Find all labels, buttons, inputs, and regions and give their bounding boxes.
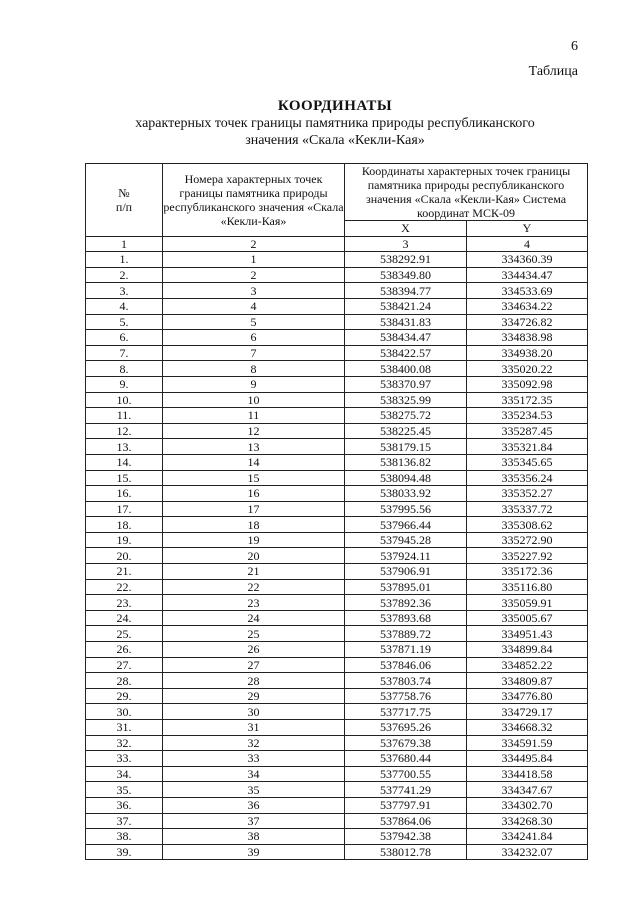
x-coordinate-cell: 538421.24 — [345, 298, 467, 314]
x-coordinate-cell: 538275.72 — [345, 408, 467, 424]
x-coordinate-cell: 537846.06 — [345, 657, 467, 673]
point-number-cell: 22 — [163, 579, 345, 595]
point-number-cell: 1 — [163, 252, 345, 268]
point-number-cell: 31 — [163, 720, 345, 736]
x-coordinate-cell: 537695.26 — [345, 720, 467, 736]
row-index-cell: 21. — [86, 564, 163, 580]
row-index-cell: 25. — [86, 626, 163, 642]
column-numbers-row — [86, 236, 588, 252]
y-coordinate-cell: 335172.35 — [467, 392, 588, 408]
table-row — [86, 501, 588, 517]
row-index-cell: 5. — [86, 314, 163, 330]
table-row — [86, 766, 588, 782]
table-row — [86, 626, 588, 642]
y-coordinate-cell: 335337.72 — [467, 501, 588, 517]
point-number-cell: 33 — [163, 751, 345, 767]
y-coordinate-cell: 335345.65 — [467, 454, 588, 470]
point-number-cell: 36 — [163, 797, 345, 813]
table-row — [86, 704, 588, 720]
point-number-cell: 6 — [163, 330, 345, 346]
x-coordinate-cell: 538179.15 — [345, 439, 467, 455]
row-index-cell: 35. — [86, 782, 163, 798]
row-index-cell: 30. — [86, 704, 163, 720]
x-coordinate-cell: 538400.08 — [345, 361, 467, 377]
row-index-cell: 20. — [86, 548, 163, 564]
table-row — [86, 439, 588, 455]
x-coordinate-cell: 537906.91 — [345, 564, 467, 580]
row-index-cell: 22. — [86, 579, 163, 595]
table-row — [86, 673, 588, 689]
x-coordinate-cell: 537797.91 — [345, 797, 467, 813]
y-coordinate-cell: 335356.24 — [467, 470, 588, 486]
row-index-cell: 7. — [86, 345, 163, 361]
y-coordinate-cell: 335227.92 — [467, 548, 588, 564]
point-number-cell: 37 — [163, 813, 345, 829]
table-row — [86, 579, 588, 595]
x-coordinate-cell: 537995.56 — [345, 501, 467, 517]
table-body — [86, 252, 588, 860]
point-number-cell: 35 — [163, 782, 345, 798]
table-row — [86, 564, 588, 580]
y-coordinate-cell: 334809.87 — [467, 673, 588, 689]
table-row — [86, 829, 588, 845]
row-index-cell: 37. — [86, 813, 163, 829]
x-coordinate-cell: 537871.19 — [345, 642, 467, 658]
table-row — [86, 657, 588, 673]
y-coordinate-cell: 334268.30 — [467, 813, 588, 829]
point-number-cell: 32 — [163, 735, 345, 751]
y-coordinate-cell: 334418.58 — [467, 766, 588, 782]
y-coordinate-cell: 334495.84 — [467, 751, 588, 767]
point-number-cell: 27 — [163, 657, 345, 673]
table-row — [86, 797, 588, 813]
y-coordinate-cell: 334899.84 — [467, 642, 588, 658]
table-row — [86, 751, 588, 767]
point-number-cell: 17 — [163, 501, 345, 517]
table-row — [86, 782, 588, 798]
table-row — [86, 330, 588, 346]
point-number-cell: 34 — [163, 766, 345, 782]
row-index-cell: 19. — [86, 532, 163, 548]
table-row — [86, 252, 588, 268]
x-coordinate-cell: 538370.97 — [345, 376, 467, 392]
document-subtitle-line2: значения «Скала «Кекли-Кая» — [245, 133, 425, 148]
x-coordinate-cell: 537679.38 — [345, 735, 467, 751]
y-coordinate-cell: 334302.70 — [467, 797, 588, 813]
x-coordinate-cell: 538033.92 — [345, 486, 467, 502]
y-coordinate-cell: 335308.62 — [467, 517, 588, 533]
point-number-cell: 23 — [163, 595, 345, 611]
row-index-cell: 8. — [86, 361, 163, 377]
row-index-cell: 38. — [86, 829, 163, 845]
x-coordinate-cell: 538434.47 — [345, 330, 467, 346]
point-number-cell: 18 — [163, 517, 345, 533]
row-index-cell: 3. — [86, 283, 163, 299]
x-coordinate-cell: 537864.06 — [345, 813, 467, 829]
x-coordinate-cell: 537700.55 — [345, 766, 467, 782]
table-row — [86, 844, 588, 860]
row-index-cell: 14. — [86, 454, 163, 470]
page-number: 6 — [571, 39, 578, 54]
x-coordinate-cell: 538325.99 — [345, 392, 467, 408]
y-coordinate-cell: 335234.53 — [467, 408, 588, 424]
x-coordinate-cell: 538136.82 — [345, 454, 467, 470]
row-index-cell: 24. — [86, 610, 163, 626]
table-row — [86, 361, 588, 377]
x-coordinate-cell: 537945.28 — [345, 532, 467, 548]
row-index-cell: 10. — [86, 392, 163, 408]
document-subtitle-line1: характерных точек границы памятника природы республиканского — [135, 116, 535, 131]
table-row — [86, 532, 588, 548]
x-coordinate-cell: 537889.72 — [345, 626, 467, 642]
table-row — [86, 283, 588, 299]
row-index-cell: 29. — [86, 688, 163, 704]
table-row — [86, 517, 588, 533]
y-coordinate-cell: 334729.17 — [467, 704, 588, 720]
y-coordinate-cell: 334360.39 — [467, 252, 588, 268]
row-index-cell: 4. — [86, 298, 163, 314]
header-coordinates: Координаты характерных точек границы памятника природы республиканского значения «Скала «Кекли-Кая» Система координат МСК-09 — [345, 164, 588, 221]
column-number: 4 — [467, 236, 588, 252]
header-y: Y — [467, 221, 588, 237]
row-index-cell: 16. — [86, 486, 163, 502]
y-coordinate-cell: 334232.07 — [467, 844, 588, 860]
row-index-cell: 1. — [86, 252, 163, 268]
row-index-cell: 6. — [86, 330, 163, 346]
table-row — [86, 454, 588, 470]
point-number-cell: 39 — [163, 844, 345, 860]
y-coordinate-cell: 335059.91 — [467, 595, 588, 611]
table-row — [86, 642, 588, 658]
point-number-cell: 16 — [163, 486, 345, 502]
table-row — [86, 548, 588, 564]
y-coordinate-cell: 334838.98 — [467, 330, 588, 346]
point-number-cell: 25 — [163, 626, 345, 642]
x-coordinate-cell: 537741.29 — [345, 782, 467, 798]
row-index-cell: 34. — [86, 766, 163, 782]
y-coordinate-cell: 334347.67 — [467, 782, 588, 798]
y-coordinate-cell: 334951.43 — [467, 626, 588, 642]
y-coordinate-cell: 335272.90 — [467, 532, 588, 548]
y-coordinate-cell: 334533.69 — [467, 283, 588, 299]
table-row — [86, 470, 588, 486]
column-number: 1 — [86, 236, 163, 252]
point-number-cell: 28 — [163, 673, 345, 689]
table-row — [86, 735, 588, 751]
table-row — [86, 408, 588, 424]
x-coordinate-cell: 538349.80 — [345, 267, 467, 283]
x-coordinate-cell: 538431.83 — [345, 314, 467, 330]
row-index-cell: 23. — [86, 595, 163, 611]
row-index-cell: 33. — [86, 751, 163, 767]
table-row — [86, 376, 588, 392]
row-index-cell: 9. — [86, 376, 163, 392]
table-row — [86, 392, 588, 408]
y-coordinate-cell: 335005.67 — [467, 610, 588, 626]
y-coordinate-cell: 334938.20 — [467, 345, 588, 361]
header-row-number — [86, 164, 163, 237]
point-number-cell: 11 — [163, 408, 345, 424]
y-coordinate-cell: 335352.27 — [467, 486, 588, 502]
point-number-cell: 21 — [163, 564, 345, 580]
table-row — [86, 813, 588, 829]
table-caption: Таблица — [528, 64, 578, 79]
x-coordinate-cell: 537895.01 — [345, 579, 467, 595]
table-row — [86, 486, 588, 502]
x-coordinate-cell: 537892.36 — [345, 595, 467, 611]
y-coordinate-cell: 334776.80 — [467, 688, 588, 704]
row-index-cell: 39. — [86, 844, 163, 860]
y-coordinate-cell: 334434.47 — [467, 267, 588, 283]
coordinates-table — [85, 163, 588, 860]
point-number-cell: 30 — [163, 704, 345, 720]
x-coordinate-cell: 537758.76 — [345, 688, 467, 704]
table-row — [86, 595, 588, 611]
point-number-cell: 3 — [163, 283, 345, 299]
header-num-abbrev: п/п — [115, 199, 133, 214]
row-index-cell: 18. — [86, 517, 163, 533]
y-coordinate-cell: 334634.22 — [467, 298, 588, 314]
column-number: 2 — [163, 236, 345, 252]
point-number-cell: 15 — [163, 470, 345, 486]
table-header-row — [86, 164, 588, 221]
row-index-cell: 11. — [86, 408, 163, 424]
row-index-cell: 28. — [86, 673, 163, 689]
y-coordinate-cell: 335321.84 — [467, 439, 588, 455]
x-coordinate-cell: 538422.57 — [345, 345, 467, 361]
point-number-cell: 19 — [163, 532, 345, 548]
x-coordinate-cell: 537717.75 — [345, 704, 467, 720]
y-coordinate-cell: 334241.84 — [467, 829, 588, 845]
x-coordinate-cell: 537924.11 — [345, 548, 467, 564]
row-index-cell: 27. — [86, 657, 163, 673]
y-coordinate-cell: 335172.36 — [467, 564, 588, 580]
table-row — [86, 423, 588, 439]
table-row — [86, 720, 588, 736]
table-row — [86, 267, 588, 283]
point-number-cell: 24 — [163, 610, 345, 626]
table-row — [86, 610, 588, 626]
header-point-number: Номера характерных точек границы памятника природы республиканского значения «Скала «Кекли-Кая» — [163, 164, 345, 237]
row-index-cell: 2. — [86, 267, 163, 283]
x-coordinate-cell: 538394.77 — [345, 283, 467, 299]
x-coordinate-cell: 537893.68 — [345, 610, 467, 626]
row-index-cell: 31. — [86, 720, 163, 736]
point-number-cell: 29 — [163, 688, 345, 704]
x-coordinate-cell: 537966.44 — [345, 517, 467, 533]
point-number-cell: 5 — [163, 314, 345, 330]
y-coordinate-cell: 334852.22 — [467, 657, 588, 673]
y-coordinate-cell: 335287.45 — [467, 423, 588, 439]
point-number-cell: 20 — [163, 548, 345, 564]
table-row — [86, 345, 588, 361]
point-number-cell: 9 — [163, 376, 345, 392]
row-index-cell: 26. — [86, 642, 163, 658]
point-number-cell: 38 — [163, 829, 345, 845]
x-coordinate-cell: 537803.74 — [345, 673, 467, 689]
column-number: 3 — [345, 236, 467, 252]
heading-block — [0, 97, 640, 149]
point-number-cell: 14 — [163, 454, 345, 470]
y-coordinate-cell: 334668.32 — [467, 720, 588, 736]
point-number-cell: 7 — [163, 345, 345, 361]
point-number-cell: 8 — [163, 361, 345, 377]
header-num-symbol: № — [118, 185, 130, 200]
row-index-cell: 15. — [86, 470, 163, 486]
table-row — [86, 314, 588, 330]
row-index-cell: 32. — [86, 735, 163, 751]
header-x: X — [345, 221, 467, 237]
y-coordinate-cell: 334591.59 — [467, 735, 588, 751]
point-number-cell: 12 — [163, 423, 345, 439]
y-coordinate-cell: 335116.80 — [467, 579, 588, 595]
table-row — [86, 298, 588, 314]
row-index-cell: 17. — [86, 501, 163, 517]
x-coordinate-cell: 537680.44 — [345, 751, 467, 767]
row-index-cell: 13. — [86, 439, 163, 455]
row-index-cell: 12. — [86, 423, 163, 439]
point-number-cell: 26 — [163, 642, 345, 658]
x-coordinate-cell: 538094.48 — [345, 470, 467, 486]
x-coordinate-cell: 538292.91 — [345, 252, 467, 268]
x-coordinate-cell: 537942.38 — [345, 829, 467, 845]
table-row — [86, 688, 588, 704]
point-number-cell: 10 — [163, 392, 345, 408]
y-coordinate-cell: 335092.98 — [467, 376, 588, 392]
y-coordinate-cell: 334726.82 — [467, 314, 588, 330]
x-coordinate-cell: 538012.78 — [345, 844, 467, 860]
point-number-cell: 4 — [163, 298, 345, 314]
point-number-cell: 13 — [163, 439, 345, 455]
document-title: КООРДИНАТЫ — [277, 98, 393, 114]
row-index-cell: 36. — [86, 797, 163, 813]
point-number-cell: 2 — [163, 267, 345, 283]
x-coordinate-cell: 538225.45 — [345, 423, 467, 439]
y-coordinate-cell: 335020.22 — [467, 361, 588, 377]
